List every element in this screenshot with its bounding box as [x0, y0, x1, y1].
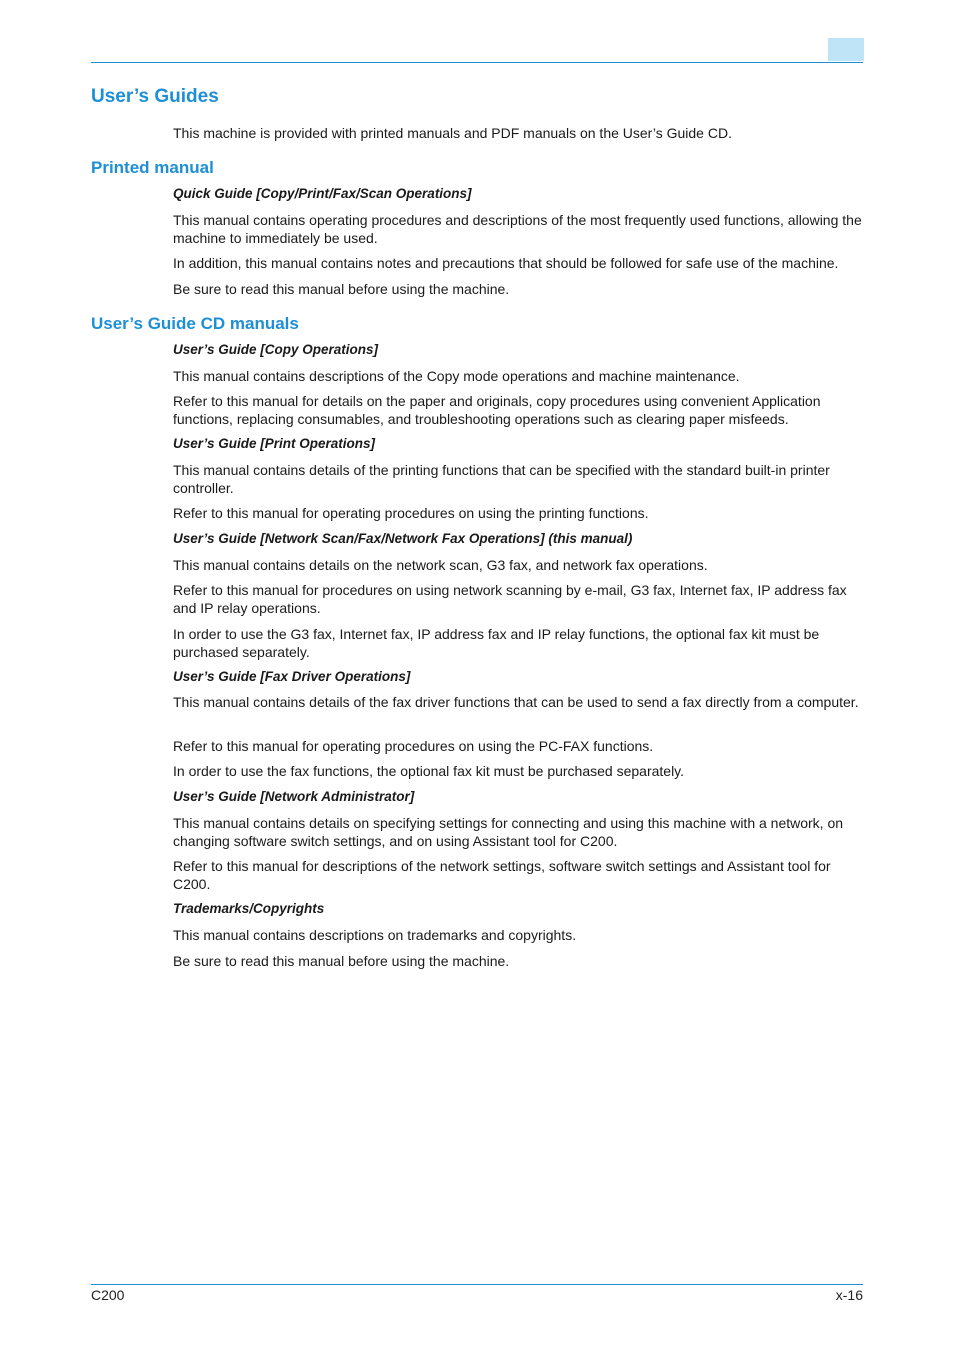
- trademarks-paragraph-2: Be sure to read this manual before using the machine.: [173, 953, 510, 969]
- subsection-title-network-admin: User’s Guide [Network Administrator]: [173, 789, 415, 804]
- subsection-title-fax-driver: User’s Guide [Fax Driver Operations]: [173, 669, 411, 684]
- copy-paragraph-1: This manual contains descriptions of the Copy mode operations and machine maintenance.: [173, 368, 740, 384]
- network-scan-paragraph-2: Refer to this manual for procedures on using network scanning by e-mail, G3 fax, Internet fax, IP address fax and IP relay operations.: [173, 582, 847, 616]
- footer-model: C200: [91, 1287, 125, 1303]
- trademarks-paragraph-1: This manual contains descriptions on trademarks and copyrights.: [173, 927, 577, 943]
- subsection-title-network-scan: User’s Guide [Network Scan/Fax/Network Fax Operations] (this manual): [173, 531, 633, 546]
- header-rule: [91, 62, 863, 63]
- subsection-title-quick-guide: Quick Guide [Copy/Print/Fax/Scan Operations]: [173, 186, 472, 201]
- print-paragraph-1: This manual contains details of the printing functions that can be specified with the standard built-in printer controller.: [173, 462, 830, 496]
- page-title: User’s Guides: [91, 86, 219, 107]
- fax-driver-paragraph-1: This manual contains details of the fax driver functions that can be used to send a fax directly from a computer.: [173, 694, 859, 710]
- network-admin-paragraph-1: This manual contains details on specifying settings for connecting and using this machine with a network, on changing software switch settings, and on using Assistant tool for C200.: [173, 815, 844, 849]
- subsection-title-copy: User’s Guide [Copy Operations]: [173, 342, 379, 357]
- quick-guide-paragraph-3: Be sure to read this manual before using the machine.: [173, 281, 510, 297]
- subsection-title-print: User’s Guide [Print Operations]: [173, 436, 376, 451]
- fax-driver-paragraph-3: In order to use the fax functions, the optional fax kit must be purchased separately.: [173, 763, 685, 779]
- quick-guide-paragraph-2: In addition, this manual contains notes and precautions that should be followed for safe use of the machine.: [173, 255, 839, 271]
- chapter-tab: [828, 38, 864, 61]
- subsection-title-trademarks: Trademarks/Copyrights: [173, 901, 325, 916]
- network-admin-paragraph-2: Refer to this manual for descriptions of the network settings, software switch settings and Assistant tool for C200.: [173, 858, 831, 892]
- network-scan-paragraph-3: In order to use the G3 fax, Internet fax, IP address fax and IP relay functions, the optional fax kit must be purchased separately.: [173, 626, 820, 660]
- section-title-cd-manuals: User’s Guide CD manuals: [91, 314, 299, 333]
- footer-page-number: x-16: [835, 1287, 863, 1303]
- copy-paragraph-2: Refer to this manual for details on the paper and originals, copy procedures using convenient Application functions, replacing consumables, and troubleshooting operations such as clearing paper misfeeds.: [173, 393, 821, 427]
- quick-guide-paragraph-1: This manual contains operating procedures and descriptions of the most frequently used functions, allowing the machine to immediately be used.: [173, 212, 862, 246]
- footer-rule: [91, 1284, 863, 1285]
- section-title-printed-manual: Printed manual: [91, 158, 214, 177]
- network-scan-paragraph-1: This manual contains details on the network scan, G3 fax, and network fax operations.: [173, 557, 708, 573]
- intro-paragraph: This machine is provided with printed manuals and PDF manuals on the User’s Guide CD.: [173, 125, 732, 141]
- fax-driver-paragraph-2: Refer to this manual for operating procedures on using the PC-FAX functions.: [173, 738, 654, 754]
- print-paragraph-2: Refer to this manual for operating procedures on using the printing functions.: [173, 505, 649, 521]
